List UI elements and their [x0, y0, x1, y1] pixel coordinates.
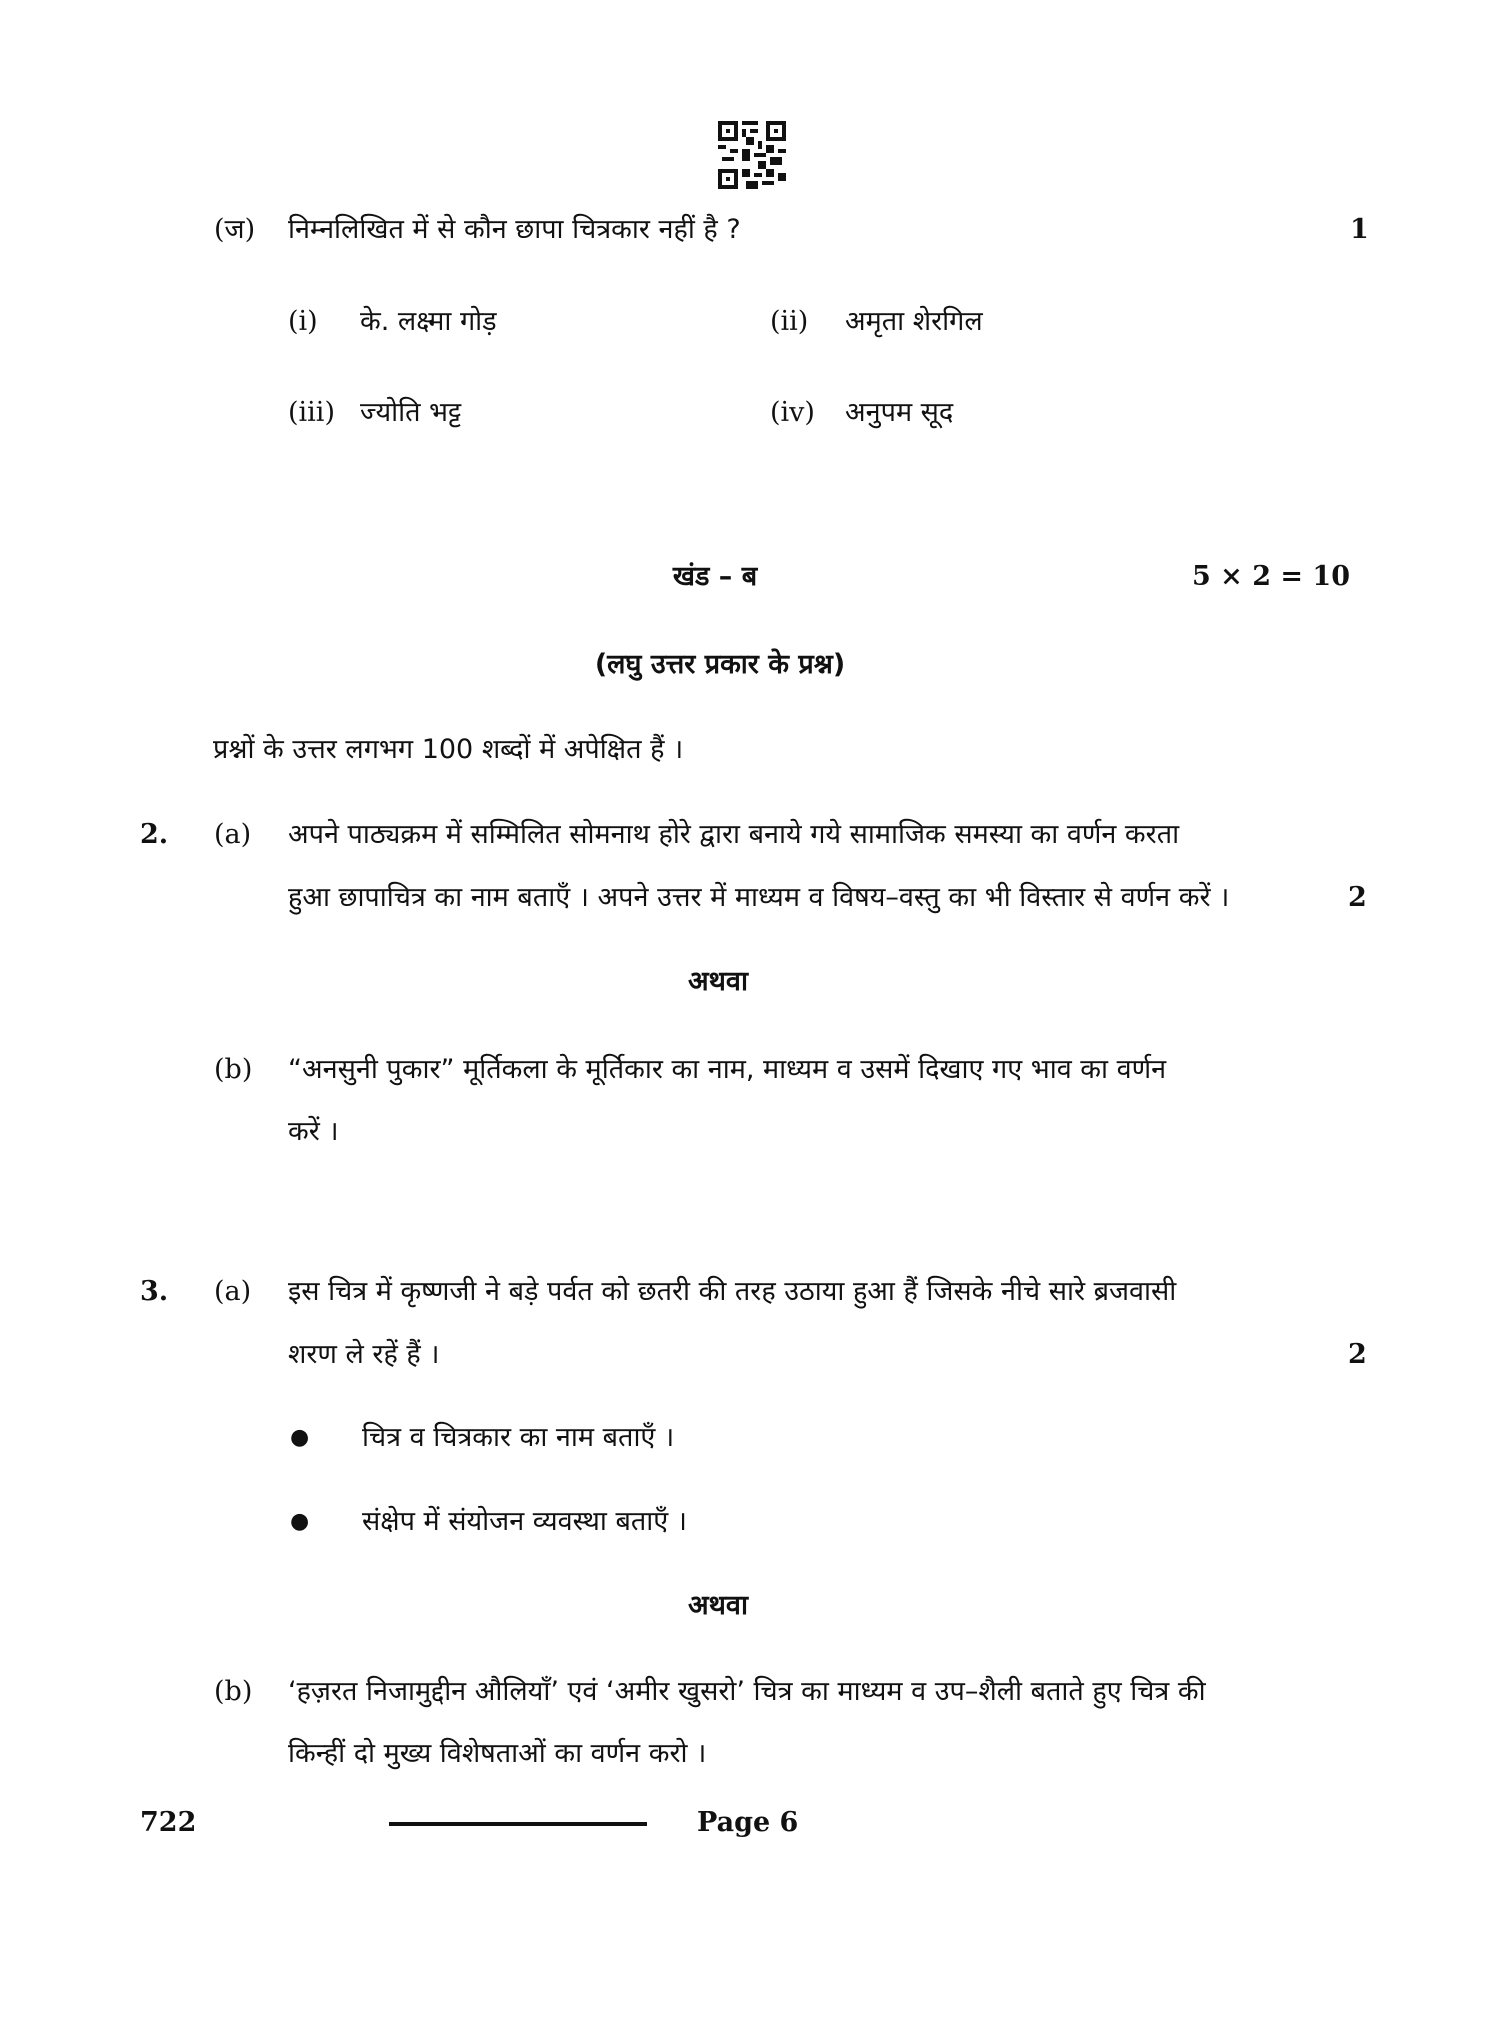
option-label: (i) [288, 306, 318, 337]
question-label: (a) [214, 1276, 252, 1307]
question-number: 3. [140, 1276, 169, 1307]
or-separator: अथवा [688, 1590, 748, 1621]
question-text: ‘हज़रत निजामुद्दीन औलियाँ’ एवं ‘अमीर खुसरो’ चित्र का माध्यम व उप–शैली बताते हुए चित्र की [288, 1676, 1206, 1707]
question-label: (ज) [214, 214, 256, 245]
question-text: अपने पाठ्यक्रम में सम्मिलित सोमनाथ होरे द्वारा बनाये गये सामाजिक समस्या का वर्णन करता [288, 819, 1180, 850]
question-text: शरण ले रहें हैं । [288, 1339, 440, 1370]
paper-code: 722 [140, 1807, 197, 1838]
option-text: के. लक्ष्मा गोड़ [360, 306, 497, 337]
section-instruction: प्रश्नों के उत्तर लगभग 100 शब्दों में अपेक्षित हैं । [213, 734, 684, 765]
page-number: Page 6 [697, 1807, 799, 1838]
question-text: इस चित्र में कृष्णजी ने बड़े पर्वत को छतरी की तरह उठाया हुआ हैं जिसके नीचे सारे ब्रजवासी [288, 1276, 1177, 1307]
question-marks: 1 [1350, 214, 1369, 245]
question-label: (b) [214, 1676, 253, 1707]
section-title: खंड – ब [672, 561, 758, 592]
question-label: (b) [214, 1054, 253, 1085]
bullet-icon: ● [290, 1509, 310, 1534]
question-text: हुआ छापाचित्र का नाम बताएँ । अपने उत्तर में माध्यम व विषय–वस्तु का भी विस्तार से वर्णन करें । [288, 882, 1230, 913]
option-text: अमृता शेरगिल [845, 306, 983, 337]
or-separator: अथवा [688, 966, 748, 997]
section-subtitle: (लघु उत्तर प्रकार के प्रश्न) [594, 649, 846, 680]
question-text: “अनसुनी पुकार” मूर्तिकला के मूर्तिकार का नाम, माध्यम व उसमें दिखाए गए भाव का वर्णन [288, 1054, 1167, 1085]
option-text: ज्योति भट्ट [360, 397, 462, 428]
option-label: (iii) [288, 397, 335, 428]
question-text: करें । [288, 1116, 339, 1147]
bullet-text: संक्षेप में संयोजन व्यवस्था बताएँ । [362, 1506, 688, 1537]
footer-divider [389, 1822, 647, 1826]
question-text: किन्हीं दो मुख्य विशेषताओं का वर्णन करो । [288, 1738, 707, 1769]
option-label: (ii) [770, 306, 809, 337]
option-text: अनुपम सूद [845, 397, 954, 428]
question-marks: 2 [1348, 882, 1367, 913]
question-text: निम्नलिखित में से कौन छापा चित्रकार नहीं है ? [288, 214, 741, 245]
option-label: (iv) [770, 397, 815, 428]
question-label: (a) [214, 819, 252, 850]
section-marks: 5 × 2 = 10 [1192, 561, 1350, 592]
question-marks: 2 [1348, 1339, 1367, 1370]
bullet-icon: ● [290, 1425, 310, 1450]
question-number: 2. [140, 819, 169, 850]
bullet-text: चित्र व चित्रकार का नाम बताएँ । [362, 1422, 675, 1453]
qr-code-icon [718, 120, 786, 190]
